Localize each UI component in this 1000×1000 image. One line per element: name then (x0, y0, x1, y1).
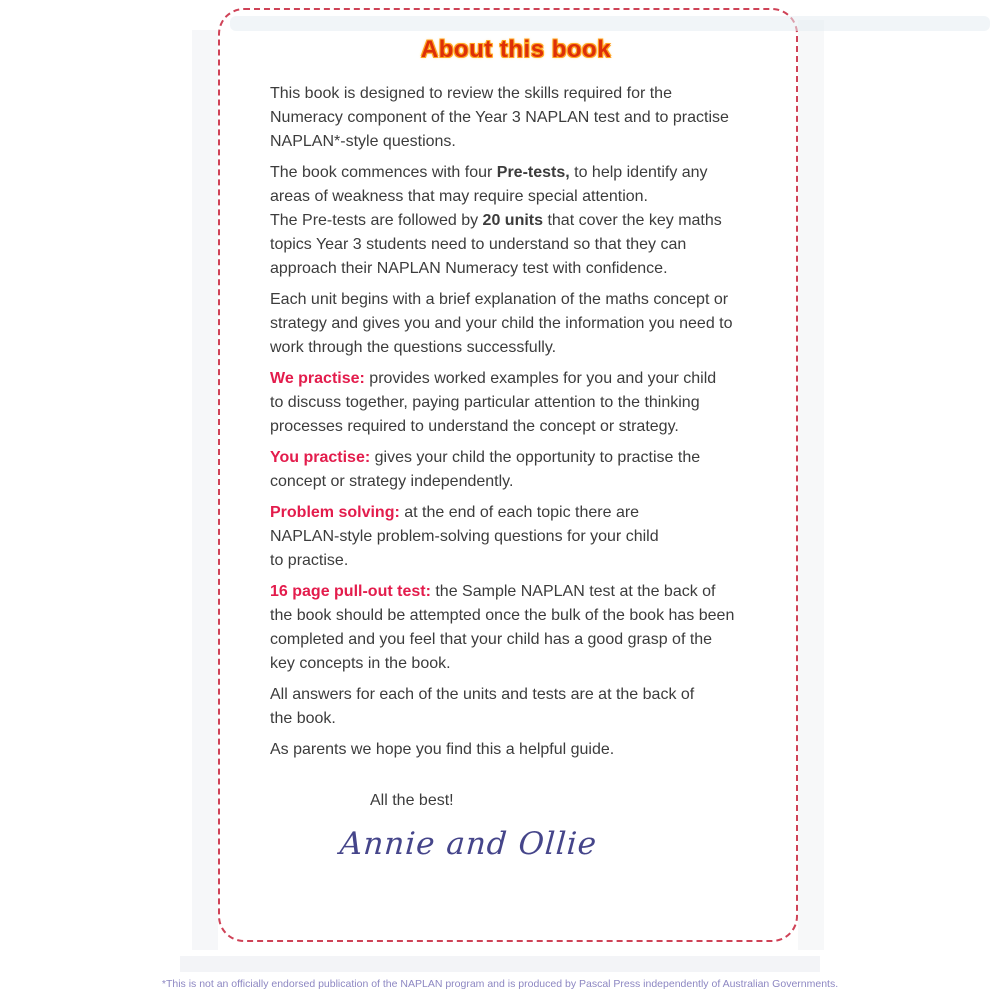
paragraph-text: the book should be attempted once the bulk of the book has been (270, 607, 735, 624)
paragraph-text: at the end of each topic there are (399, 504, 640, 521)
paragraph-text: NAPLAN*-style questions. (270, 133, 456, 150)
paragraph-lead: We practise: (270, 370, 365, 387)
paragraph-lead: You practise: (270, 449, 371, 466)
paragraph-text: to help identify any (569, 164, 708, 181)
paragraph-text: that cover the key maths (543, 212, 722, 229)
paragraph-text: approach their NAPLAN Numeracy test with confidence. (270, 260, 668, 277)
scan-artifact-top (230, 16, 990, 31)
paragraph-text: to practise. (270, 552, 349, 569)
paragraph-text: Each unit begins with a brief explanation of the maths concept or (270, 291, 729, 308)
paragraph-text: This book is designed to review the skills required for the (270, 85, 672, 102)
closing-text: All the best! (370, 792, 454, 809)
paragraph-text: the book. (270, 710, 336, 727)
paragraph-text: All answers for each of the units and tests are at the back of (270, 686, 695, 703)
paragraph (270, 367, 762, 439)
paragraph-text: The Pre-tests are followed by (270, 212, 483, 229)
paragraph-text: The book commences with four (270, 164, 497, 181)
paragraph-text: strategy and gives you and your child the information you need to (270, 315, 733, 332)
paragraph-lead: 16 page pull-out test: (270, 583, 431, 600)
paragraph-text: processes required to understand the concept or strategy. (270, 418, 679, 435)
paragraph-text: provides worked examples for you and your child (364, 370, 717, 387)
paragraph (270, 738, 762, 762)
paragraph-text: to discuss together, paying particular attention to the thinking (270, 394, 700, 411)
paragraph-text: topics Year 3 students need to understand so that they can (270, 236, 687, 253)
paragraph-text: work through the questions successfully. (270, 339, 557, 356)
signature: Annie and Ollie (338, 826, 599, 862)
paragraph (270, 288, 762, 360)
paragraph-text: Numeracy component of the Year 3 NAPLAN test and to practise (270, 109, 729, 126)
paragraph (270, 580, 762, 676)
paragraph-text: NAPLAN-style problem-solving questions for your child (270, 528, 659, 545)
paragraph (270, 161, 762, 281)
page-content (270, 36, 762, 862)
paragraphs (270, 82, 762, 762)
paragraph-lead: Problem solving: (270, 504, 400, 521)
scan-artifact-bottom (180, 956, 820, 972)
paragraph (270, 683, 762, 731)
scan-artifact-right (798, 20, 824, 950)
disclaimer-footnote: *This is not an officially endorsed publication of the NAPLAN program and is produced by Pascal Press independently of Australian Governments. (161, 978, 839, 990)
paragraph-text: concept or strategy independently. (270, 473, 514, 490)
paragraph (270, 446, 762, 494)
paragraph-text: gives your child the opportunity to practise the (370, 449, 701, 466)
bold-emphasis: Pre-tests, (496, 164, 570, 181)
paragraph (270, 82, 762, 154)
scan-artifact-left (192, 30, 218, 950)
paragraph-text: key concepts in the book. (270, 655, 451, 672)
bold-emphasis: 20 units (482, 212, 544, 229)
paragraph-text: areas of weakness that may require special attention. (270, 188, 648, 205)
page-title: About this book (420, 36, 612, 63)
paragraph-text: completed and you feel that your child has a good grasp of the (270, 631, 713, 648)
paragraph-text: As parents we hope you find this a helpful guide. (270, 741, 615, 758)
paragraph (270, 501, 762, 573)
paragraph-text: the Sample NAPLAN test at the back of (430, 583, 716, 600)
page-dashed-border (218, 8, 798, 942)
